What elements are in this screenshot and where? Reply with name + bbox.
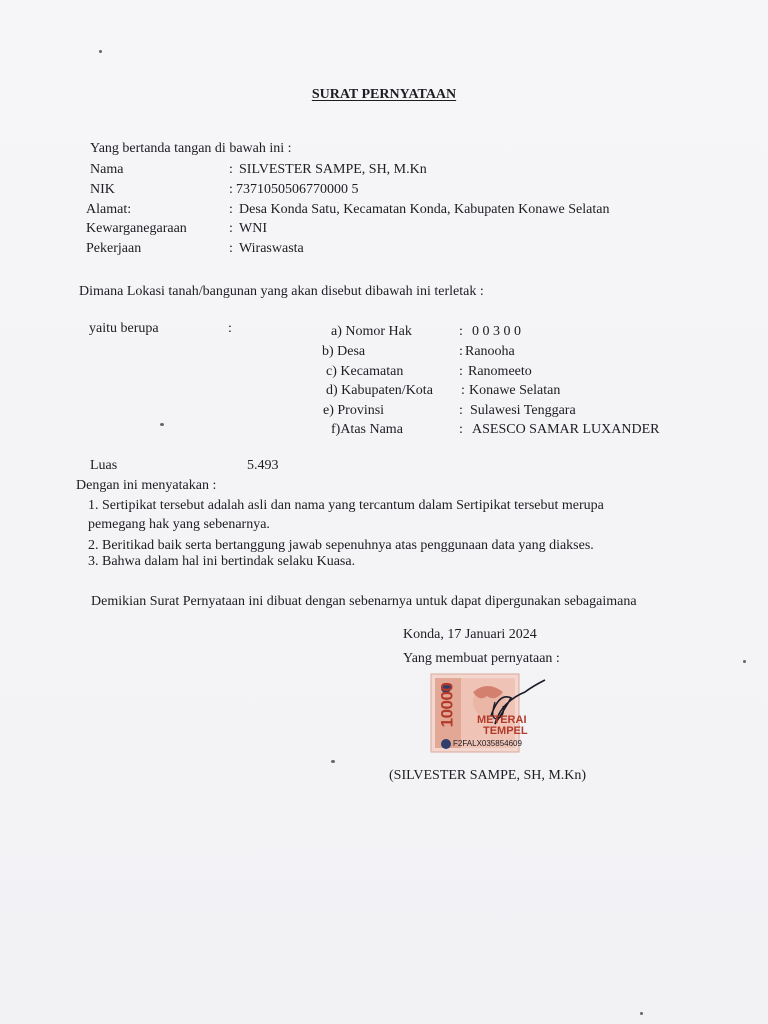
statement-intro: Dengan ini menyatakan : (76, 478, 217, 493)
identity-label: NIK (90, 182, 115, 197)
identity-label: Kewarganegaraan (86, 221, 187, 236)
identity-label: Pekerjaan (86, 241, 142, 256)
scan-speck (743, 660, 746, 663)
intro-text: Yang bertanda tangan di bawah ini : (90, 141, 292, 156)
stamp-label-tempel: TEMPEL (483, 725, 528, 737)
land-colon: : (459, 324, 463, 339)
land-label: e) Provinsi (323, 403, 385, 418)
luas-value: 5.493 (247, 458, 279, 473)
identity-colon: : (229, 202, 233, 217)
scan-speck (640, 1012, 643, 1015)
land-colon: : (459, 403, 463, 418)
signatory-name: (SILVESTER SAMPE, SH, M.Kn) (389, 768, 587, 783)
maker-label: Yang membuat pernyataan : (403, 651, 560, 666)
yaitu-label: yaitu berupa (89, 321, 159, 336)
identity-colon: : (229, 162, 233, 177)
luas-label: Luas (90, 458, 118, 473)
land-value: Ranooha (465, 344, 515, 359)
identity-value: 7371050506770000 5 (236, 182, 359, 197)
land-value: 0 0 3 0 0 (472, 324, 521, 339)
identity-value: Wiraswasta (239, 241, 304, 256)
stamp-label-meterai: METERAI (477, 714, 527, 726)
location-intro: Dimana Lokasi tanah/bangunan yang akan disebut dibawah ini terletak : (79, 284, 484, 299)
scan-speck (99, 50, 102, 53)
identity-value: WNI (239, 221, 267, 236)
place-date: Konda, 17 Januari 2024 (403, 627, 537, 642)
stamp-amount: 10000 (437, 682, 457, 728)
land-label: a) Nomor Hak (331, 324, 412, 339)
yaitu-colon: : (228, 321, 232, 336)
land-colon: : (459, 364, 463, 379)
statement-item: pemegang hak yang sebenarnya. (88, 517, 270, 532)
statement-item: 3. Bahwa dalam hal ini bertindak selaku Kuasa. (88, 554, 356, 569)
identity-value: Desa Konda Satu, Kecamatan Konda, Kabupaten Konawe Selatan (239, 202, 610, 217)
statement-item: 2. Beritikad baik serta bertanggung jawab sepenuhnya atas penggunaan data yang diakses. (88, 538, 594, 553)
meterai-stamp (429, 672, 547, 754)
identity-colon: : (229, 221, 233, 236)
land-colon: : (459, 344, 463, 359)
land-label: c) Kecamatan (326, 364, 404, 379)
land-label: f)Atas Nama (331, 422, 403, 437)
land-label: d) Kabupaten/Kota (326, 383, 433, 398)
land-value: ASESCO SAMAR LUXANDER (472, 422, 660, 437)
scan-speck (331, 760, 335, 763)
stamp-serial: F2FALX035854609 (453, 739, 522, 748)
identity-colon: : (229, 182, 233, 197)
statement-item: 1. Sertipikat tersebut adalah asli dan nama yang tercantum dalam Sertipikat tersebut merupa (88, 498, 604, 513)
land-label: b) Desa (322, 344, 366, 359)
identity-label: Nama (90, 162, 124, 177)
land-value: Konawe Selatan (469, 383, 561, 398)
land-colon: : (461, 383, 465, 398)
closing-text: Demikian Surat Pernyataan ini dibuat dengan sebenarnya untuk dapat dipergunakan sebagaimana (91, 594, 637, 609)
land-value: Sulawesi Tenggara (470, 403, 576, 418)
land-colon: : (459, 422, 463, 437)
identity-colon: : (229, 241, 233, 256)
identity-label: Alamat: (86, 202, 132, 217)
scan-speck (160, 423, 164, 426)
page-title: SURAT PERNYATAAN (311, 87, 457, 102)
identity-value: SILVESTER SAMPE, SH, M.Kn (239, 162, 427, 177)
land-value: Ranomeeto (468, 364, 532, 379)
